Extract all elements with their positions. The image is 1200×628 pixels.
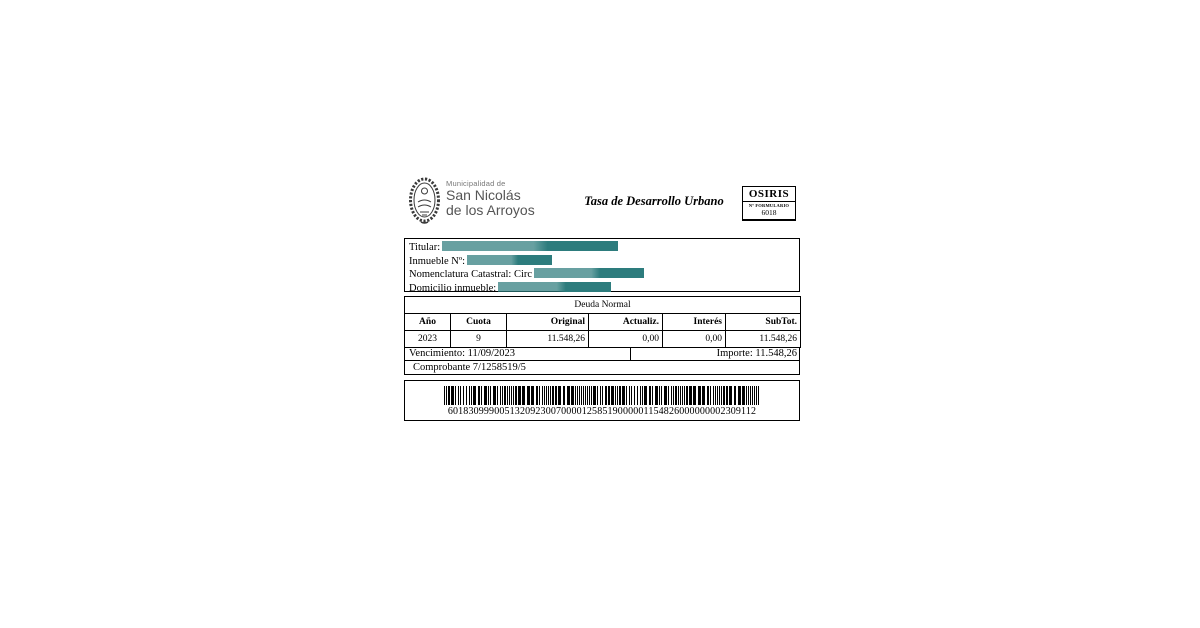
vencimiento-row bbox=[404, 347, 800, 361]
domicilio-redaction-bar bbox=[498, 282, 611, 292]
vencimiento-text: Vencimiento: 11/09/2023 bbox=[405, 347, 631, 360]
column-header-original: Original bbox=[507, 314, 589, 331]
debt-table bbox=[404, 296, 801, 348]
titular-label: Titular: bbox=[409, 242, 441, 253]
nomenclatura-label: Nomenclatura Catastral: Circ bbox=[409, 269, 533, 281]
inmueble-row bbox=[409, 255, 795, 269]
form-number-label: Nº FORMULARIO bbox=[748, 203, 790, 208]
domicilio-label: Domicilio inmueble: bbox=[409, 283, 497, 295]
barcode-number: 601830999005132092300700001258519000001154826000000002309112 bbox=[447, 406, 757, 417]
tax-document bbox=[404, 170, 800, 428]
municipality-name-line2: de los Arroyos bbox=[446, 202, 535, 219]
column-header-ano: Año bbox=[405, 314, 451, 331]
barcode-box bbox=[404, 380, 800, 421]
column-header-cuota: Cuota bbox=[451, 314, 507, 331]
nomenclatura-row bbox=[409, 268, 795, 282]
nomenclatura-redaction-bar bbox=[534, 268, 644, 278]
osiris-label: OSIRIS bbox=[743, 187, 795, 202]
municipality-name-line1: San Nicolás bbox=[446, 187, 521, 204]
municipality-wordmark bbox=[446, 180, 535, 218]
column-header-interes: Interés bbox=[663, 314, 726, 331]
document-title: Tasa de Desarrollo Urbano bbox=[584, 194, 724, 208]
importe-text: Importe: 11.548,26 bbox=[716, 348, 797, 359]
table-section-row bbox=[405, 297, 801, 314]
osiris-form-box bbox=[742, 186, 796, 221]
inmueble-label: Inmueble Nº: bbox=[409, 255, 466, 267]
comprobante-text: Comprobante 7/1258519/5 bbox=[413, 362, 526, 373]
cell-cuota: 9 bbox=[451, 331, 507, 348]
cell-ano: 2023 bbox=[405, 331, 451, 348]
comprobante-row bbox=[404, 361, 800, 375]
table-header-row bbox=[405, 314, 801, 331]
coat-of-arms-icon bbox=[408, 176, 441, 224]
titular-redaction-bar bbox=[442, 241, 618, 251]
cell-subtot: 11.548,26 bbox=[726, 331, 801, 348]
cell-actualiz: 0,00 bbox=[589, 331, 663, 348]
domicilio-row bbox=[409, 282, 795, 296]
inmueble-redaction-bar bbox=[467, 255, 552, 265]
table-data-row bbox=[405, 331, 801, 348]
municipality-prefix: Municipalidad de bbox=[446, 179, 506, 188]
document-header bbox=[404, 170, 800, 230]
property-info-box bbox=[404, 238, 800, 295]
cell-interes: 0,00 bbox=[663, 331, 726, 348]
form-number-value: 6018 bbox=[761, 208, 777, 217]
column-header-actualiz: Actualiz. bbox=[589, 314, 663, 331]
titular-row bbox=[409, 241, 795, 255]
deuda-normal-header: Deuda Normal bbox=[405, 297, 801, 314]
barcode-bars bbox=[444, 386, 760, 405]
column-header-subtot: SubTot. bbox=[726, 314, 801, 331]
cell-original: 11.548,26 bbox=[507, 331, 589, 348]
